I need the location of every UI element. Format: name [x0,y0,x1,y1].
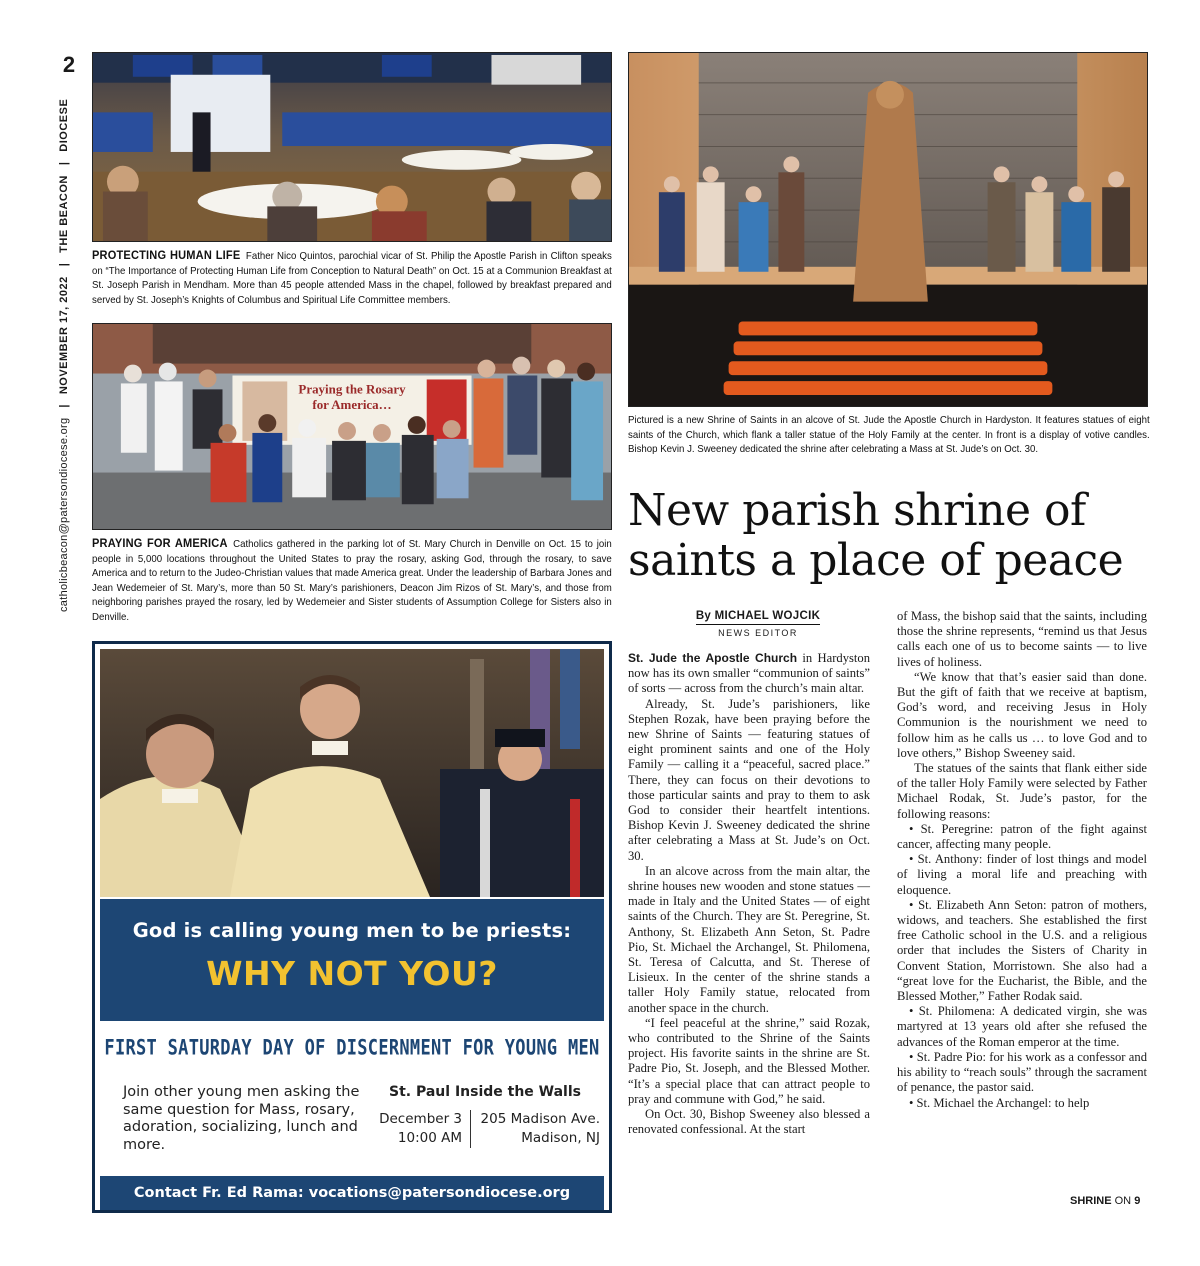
rosary-caption [92,536,612,624]
paragraph: of Mass, the bishop said that the saints, including those the shrine represents, “remind us that Jesus calls each one of us to become saints — to live lives of holiness. [897,609,1147,669]
page-number: 2 [62,52,76,77]
shrine-caption [628,413,1150,457]
paragraph: “I feel peaceful at the shrine,” said Rozak, who contributed to the Shrine of the Saints project. His favorite saints in the shrine are St. Padre Pio, St. Joseph, and the Blessed Mother. “It’s a special place that can attract people to pray and commune with God,” he said. [628,1015,870,1106]
jump-page: 9 [1134,1195,1141,1207]
paragraph: Already, St. Jude’s parishioners, like Stephen Rozak, have been praying before the new Shrine of Saints — featuring statues of eight prominent saints and one of the Holy Family — calling it a “peaceful, sacred place.” There, they can focus on their devotions to those particular saints and pray to them to ask God to consider their heartfelt intentions. Bishop Kevin J. Sweeney dedicated the shrine after celebrating a Mass at St. Jude’s on Oct. 30. [628,696,870,863]
breakfast-kicker: PROTECTING HUMAN LIFE [92,248,241,262]
jump-word: SHRINE [1070,1195,1112,1207]
byline [628,606,888,638]
jump-on: ON [1114,1195,1132,1207]
paragraph: In an alcove across from the main altar, the shrine houses new wooden and stone statues — made in Italy and the United States — of eight saints of the Church. They are St. Peregrine, St. Anthony, St. Elizabeth Ann Seton, St. Padre Pio, St. Michael the Archangel, St. Philomena, St. Teresa of Calcutta, and St. Therese of Lisieux. In the center of the shrine stands a taller Holy Family statue, relocated from another space in the church. [628,863,870,1015]
ad-description: Join other young men asking the same question for Mass, rosary, adoration, socializing, lunch and more. [123,1084,360,1153]
rosary-caption-text: Catholics gathered in the parking lot of St. Mary Church in Denville on Oct. 15 to join people in 5,000 locations throughout the United States to pray the rosary, asking God, through the rosary, to save America and to return to the Judeo-Christian values that made America great. Under the leadership of Barbara Jones and Jean Wedemeier of St. Mary’s, more than 50 St. Mary’s parishioners, Deacon Jim Rizos of St. Mary’s, and those from neighboring parishes prayed the rosary, led by Wedemeier and Sister students of Assumption College for Sisters also in Denville. [92,538,612,623]
masthead-sidebar [52,52,86,672]
article-headline: New parish shrine of saints a place of peace [628,485,1124,586]
issue-date: NOVEMBER 17, 2022 [58,276,70,395]
bullet-item: • St. Anthony: finder of lost things and model of living a moral life and preaching with eloquence. [897,852,1147,897]
bullet-item: • St. Elizabeth Ann Seton: patron of mothers, widows, and teachers. She established the first free Catholic school in the U.S. and a religious order that includes the Sisters of Charity in Convent Station, Morristown. She also had a “great love for the Eucharist, the Bible, and the Blessed Mother,” Father Rodak said. [897,897,1147,1004]
rosary-kicker: PRAYING FOR AMERICA [92,536,228,550]
ad-date-time [370,1110,470,1148]
paragraph: The statues of the saints that flank either side of the taller Holy Family were selected by Father Michael Rodak, St. Jude’s pastor, for the following reasons: [897,761,1147,821]
shrine-photo [628,52,1148,407]
ad-date: December 3 [379,1111,462,1127]
breakfast-caption [92,248,612,307]
section-name: DIOCESE [58,98,70,152]
rosary-group-photo [92,323,612,530]
vertical-masthead: catholicbeacon@patersondiocese.org|NOVEMBER 17, 2022|THE BEACON|DIOCESE [58,98,70,612]
paragraph: St. Jude the Apostle Church in Hardyston now has its own smaller “communion of saints” of sorts — across from the church’s main altar. [628,651,870,696]
lead-in: St. Jude the Apostle Church [628,651,798,665]
vocations-ad [92,641,612,1213]
bullet-item: • St. Michael the Archangel: to help [909,1095,1090,1110]
publication-name: THE BEACON [58,175,70,253]
paragraph: “We know that that’s easier said than done. But the gift of faith that we receive at baptism, God’s word, and receiving Jesus in Holy Communion is the nourishment we need to follow him as he calls us … to love God and to love others,” Bishop Sweeney said. [897,669,1147,760]
article-column-2 [897,609,1147,1111]
continued-jump[interactable] [1070,1195,1140,1207]
article-column-1 [628,651,870,1138]
bullet-item: • St. Philomena: A dedicated virgin, she was martyred at 13 years old after she refused the advances of the Roman emperor at the time. [897,1004,1147,1049]
ad-calling-text: God is calling young men to be priests: [132,919,572,942]
breakfast-photo [92,52,612,242]
bullet-item: • St. Padre Pio: for his work as a confessor and his ability to “reach souls” through the sacrament of penance, the pastor said. [897,1049,1147,1095]
rosary-banner-line2: for America… [312,397,392,413]
priests-procession-photo [100,649,604,897]
byline-role: NEWS EDITOR [718,628,798,638]
paragraph: On Oct. 30, Bishop Sweeney also blessed a renovated confessional. At the start [628,1107,870,1137]
ad-time: 10:00 AM [397,1130,462,1146]
byline-author: By MICHAEL WOJCIK [696,610,820,625]
ad-address-line1: 205 Madison Ave. [480,1111,600,1127]
ad-address-line2: Madison, NJ [521,1130,600,1146]
breakfast-caption-text: Father Nico Quintos, parochial vicar of St. Philip the Apostle Parish in Clifton speaks on “The Importance of Protecting Human Life from Conception to Natural Death” on Oct. 15 at a Communion Breakfast at St. Joseph Parish in Mendham. More than 45 people attended Mass in the chapel, followed by breakfast prepared and served by St. Joseph’s Knights of Columbus and Spiritual Life Committee members. [92,250,612,306]
ad-address [470,1110,600,1148]
shrine-caption-text: Pictured is a new Shrine of Saints in an alcove of St. Jude the Apostle Church in Hardyston. It features statues of eight saints of the Church, which flank a taller statue of the Holy Family at the center. In front is a display of votive candles. Bishop Kevin J. Sweeney dedicated the shrine after celebrating a Mass at St. Jude’s on Oct. 30. [628,414,1150,455]
ad-event-title: FIRST SATURDAY DAY OF DISCERNMENT FOR YOUNG MEN [104,1035,600,1061]
ad-headline-band [100,899,604,1021]
ad-venue: St. Paul Inside the Walls [389,1084,581,1100]
bullet-item: • St. Peregrine: patron of the fight against cancer, affecting many people. [897,821,1147,852]
ad-why-not-you: WHY NOT YOU? [206,954,498,993]
ad-contact-bar[interactable]: Contact Fr. Ed Rama: vocations@patersondiocese.org [100,1176,604,1210]
website: catholicbeacon@patersondiocese.org [58,417,70,612]
rosary-banner-line1: Praying the Rosary [298,381,406,397]
